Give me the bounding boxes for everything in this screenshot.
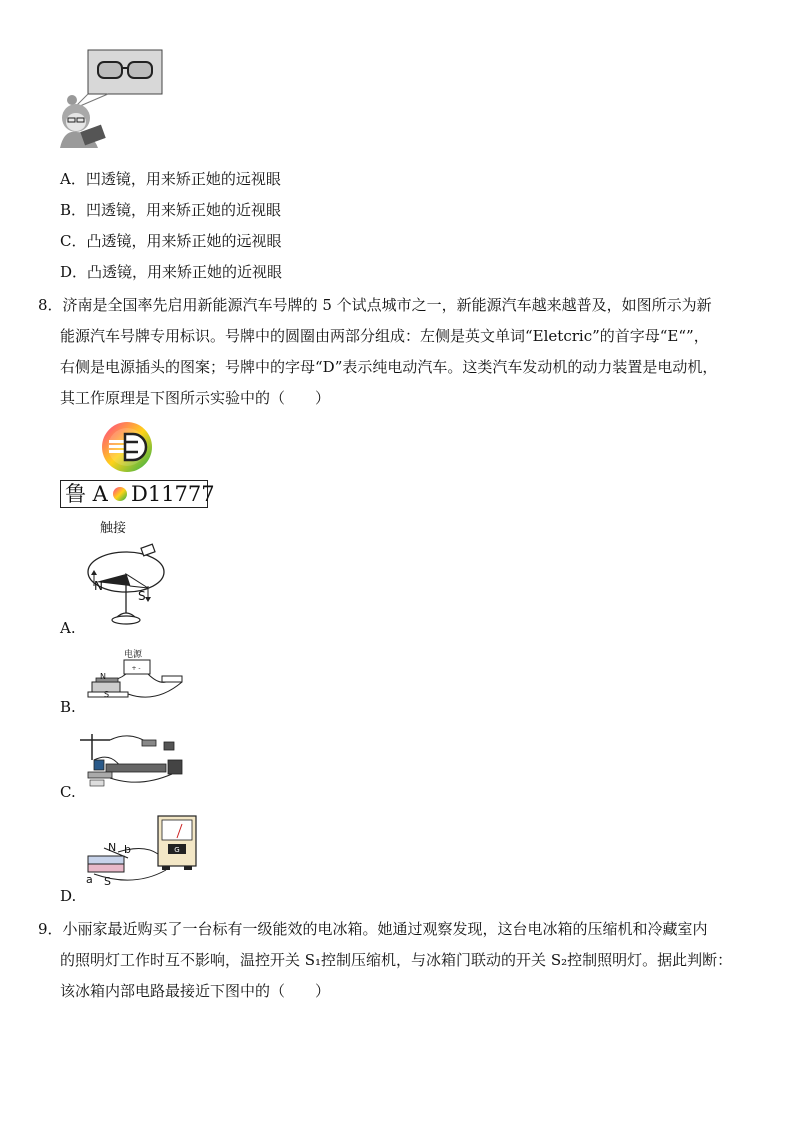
license-plate	[60, 480, 215, 508]
q7-option-b: B．凹透镜，用来矫正她的近视眼	[60, 201, 282, 219]
option-b-power-label: 电源	[124, 650, 143, 660]
new-energy-logo	[100, 420, 154, 474]
svg-text:+ -: + -	[131, 665, 141, 672]
option-b-n-label: N	[100, 672, 106, 681]
q7-option-d: D．凸透镜，用来矫正她的近视眼	[60, 263, 283, 281]
option-d-s-label: S	[104, 875, 111, 888]
option-b-s-label: S	[104, 690, 110, 699]
option-a-touch-label: 触接	[100, 521, 127, 536]
q9-stem-line-1: 9．小丽家最近购买了一台标有一级能效的电冰箱。她通过观察发现，这台电冰箱的压缩机和冷藏室内	[38, 920, 708, 938]
plate-prefix: 鲁 A	[65, 482, 108, 506]
option-c-figure	[80, 730, 188, 792]
option-d-n-label: N	[108, 841, 117, 854]
option-d-figure	[84, 814, 200, 890]
option-a-figure	[86, 520, 182, 632]
q8-stem-line-4: 其工作原理是下图所示实验中的（ ）	[60, 389, 331, 407]
svg-text:G: G	[174, 846, 180, 854]
q9-stem-line-3: 该冰箱内部电路最接近下图中的（ ）	[60, 982, 331, 1000]
q7-option-a: A．凹透镜，用来矫正她的远视眼	[60, 170, 281, 188]
q8-stem-line-1: 8．济南是全国率先启用新能源汽车号牌的 5 个试点城市之一，新能源汽车越来越普及，如图所示为新	[38, 296, 712, 314]
plate-mini-logo	[113, 487, 127, 501]
q8-stem-line-2: 能源汽车号牌专用标识。号牌中的圆圈由两部分组成：左侧是英文单词“Eletcric”的首字母“E“”，	[60, 327, 709, 345]
option-d-a-label: a	[86, 873, 93, 886]
q7-option-c: C．凸透镜，用来矫正她的远视眼	[60, 232, 282, 250]
option-b-letter: B.	[60, 698, 76, 716]
girl-glasses-figure	[58, 48, 164, 148]
option-a-n-label: N	[94, 579, 103, 593]
option-d-letter: D.	[60, 887, 77, 905]
option-a-s-label: S	[138, 589, 146, 603]
option-b-figure	[86, 648, 186, 704]
q9-stem-line-2: 的照明灯工作时互不影响，温控开关 S₁控制压缩机，与冰箱门联动的开关 S₂控制照明灯。据此判断：	[60, 951, 733, 969]
option-d-b-label: b	[124, 843, 131, 856]
option-c-letter: C.	[60, 783, 76, 801]
plate-number: D11777	[131, 482, 215, 506]
option-a-letter: A.	[60, 619, 76, 637]
q8-stem-line-3: 右侧是电源插头的图案；号牌中的字母“D”表示纯电动汽车。这类汽车发动机的动力装置是电动机，	[60, 358, 718, 376]
